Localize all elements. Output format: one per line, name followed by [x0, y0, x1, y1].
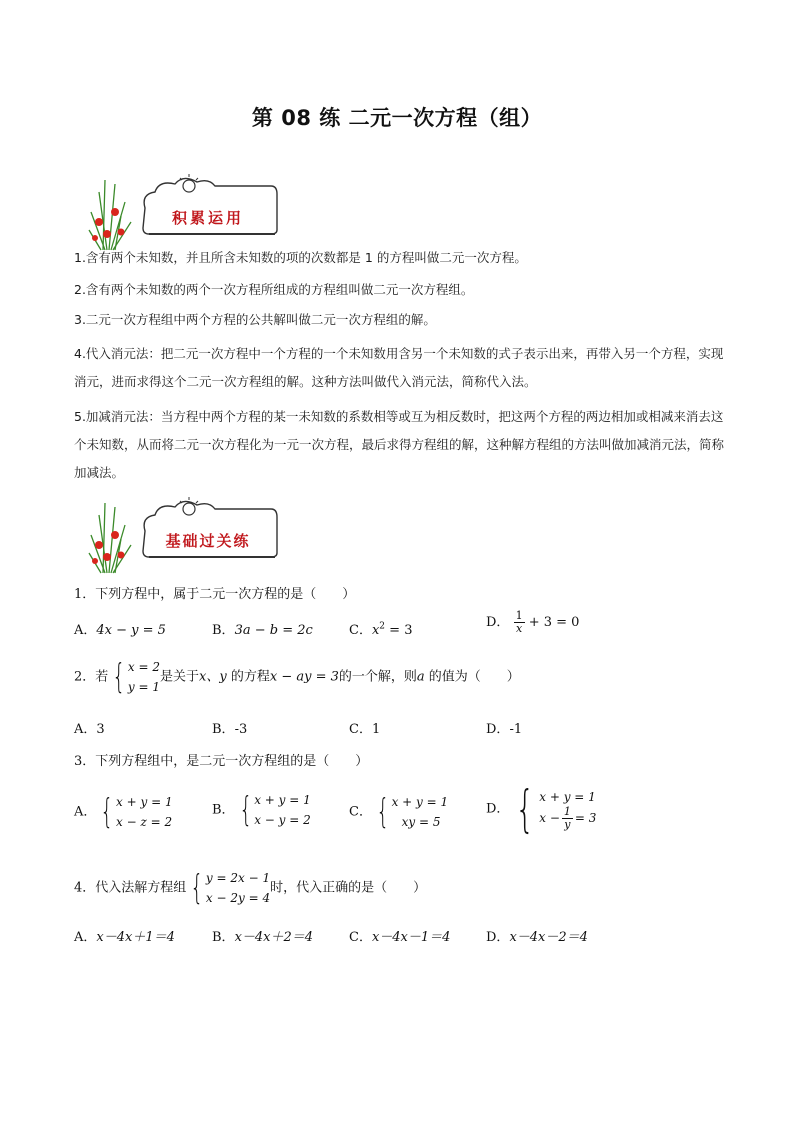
q3-option-a[interactable]: A． { x + y = 1 x − z = 2	[74, 792, 173, 832]
q4-option-c[interactable]: C．x－4x－1＝4	[349, 930, 451, 945]
equation-system: { y = 2x − 1 x − 2y = 4	[190, 868, 271, 908]
q4-option-d[interactable]: D．x－4x－2＝4	[486, 930, 588, 945]
equation-system: { x = 2 y = 1	[112, 657, 161, 697]
q1-option-b[interactable]: B．3a − b = 2c	[212, 623, 313, 638]
q2-option-c[interactable]: C．1	[349, 722, 381, 737]
question-4-stem: 4．代入法解方程组 { y = 2x − 1 x − 2y = 4 时，代入正确的是（ ）	[74, 868, 427, 908]
fraction: $\frac{1}{x}$	[515, 609, 523, 635]
q4-option-a[interactable]: A．x－4x＋1＝4	[74, 930, 175, 945]
q1-option-a[interactable]: A．4x − y = 5	[74, 623, 166, 638]
q2-option-a[interactable]: A．3	[74, 722, 105, 737]
section-label: 积累运用	[171, 208, 244, 227]
knowledge-point-4: 4.代入消元法：把二元一次方程中一个方程的一个未知数用含另一个未知数的式子表示出来，再带入另一个方程，实现消元，进而求得这个二元一次方程组的解。这种方法叫做代入消元法，简称代入法。	[74, 346, 724, 389]
question-2-stem: 2．若 { x = 2 y = 1 是关于x、y 的方程x − ay = 3的一个解，则a 的值为（ ）	[74, 657, 520, 697]
q3-option-b[interactable]: B． { x + y = 1 x − y = 2	[212, 790, 311, 830]
question-3-stem: 3．下列方程组中，是二元一次方程组的是（ ）	[74, 754, 369, 769]
knowledge-point-1: 1.含有两个未知数，并且所含未知数的项的次数都是 1 的方程叫做二元一次方程。	[74, 250, 527, 265]
q2-option-b[interactable]: B．-3	[212, 722, 248, 737]
q3-option-c[interactable]: C． { x + y = 1 xy = 5	[349, 792, 449, 832]
q2-option-d[interactable]: D．-1	[486, 722, 523, 737]
section-label: 基础过关练	[165, 531, 251, 550]
q1-option-c[interactable]: C．$x^2 = 3$	[349, 621, 413, 638]
q1-option-d[interactable]: D． $\frac{1}{x}$ + 3 = 0	[486, 609, 580, 635]
knowledge-point-3: 3.二元一次方程组中两个方程的公共解叫做二元一次方程组的解。	[74, 312, 436, 327]
question-1-stem: 1．下列方程中，属于二元一次方程的是（ ）	[74, 587, 356, 602]
page-title: 第 08 练 二元一次方程（组）	[251, 106, 543, 130]
q3-option-d[interactable]: D． { x + y = 1 x − $\frac{1}{y}$ = 3	[486, 780, 597, 838]
section-banner-accumulate	[85, 172, 285, 252]
q4-option-b[interactable]: B．x－4x＋2＝4	[212, 930, 314, 945]
knowledge-point-2: 2.含有两个未知数的两个一次方程所组成的方程组叫做二元一次方程组。	[74, 282, 474, 297]
knowledge-point-5: 5.加减消元法：当方程中两个方程的某一未知数的系数相等或互为相反数时，把这两个方程的两边相加或相减来消去这个未知数，从而将二元一次方程化为一元一次方程，最后求得方程组的解，这种解方程组的方法叫做加减消元法，简称加减法。	[74, 409, 725, 480]
section-banner-basic-practice	[85, 495, 285, 575]
